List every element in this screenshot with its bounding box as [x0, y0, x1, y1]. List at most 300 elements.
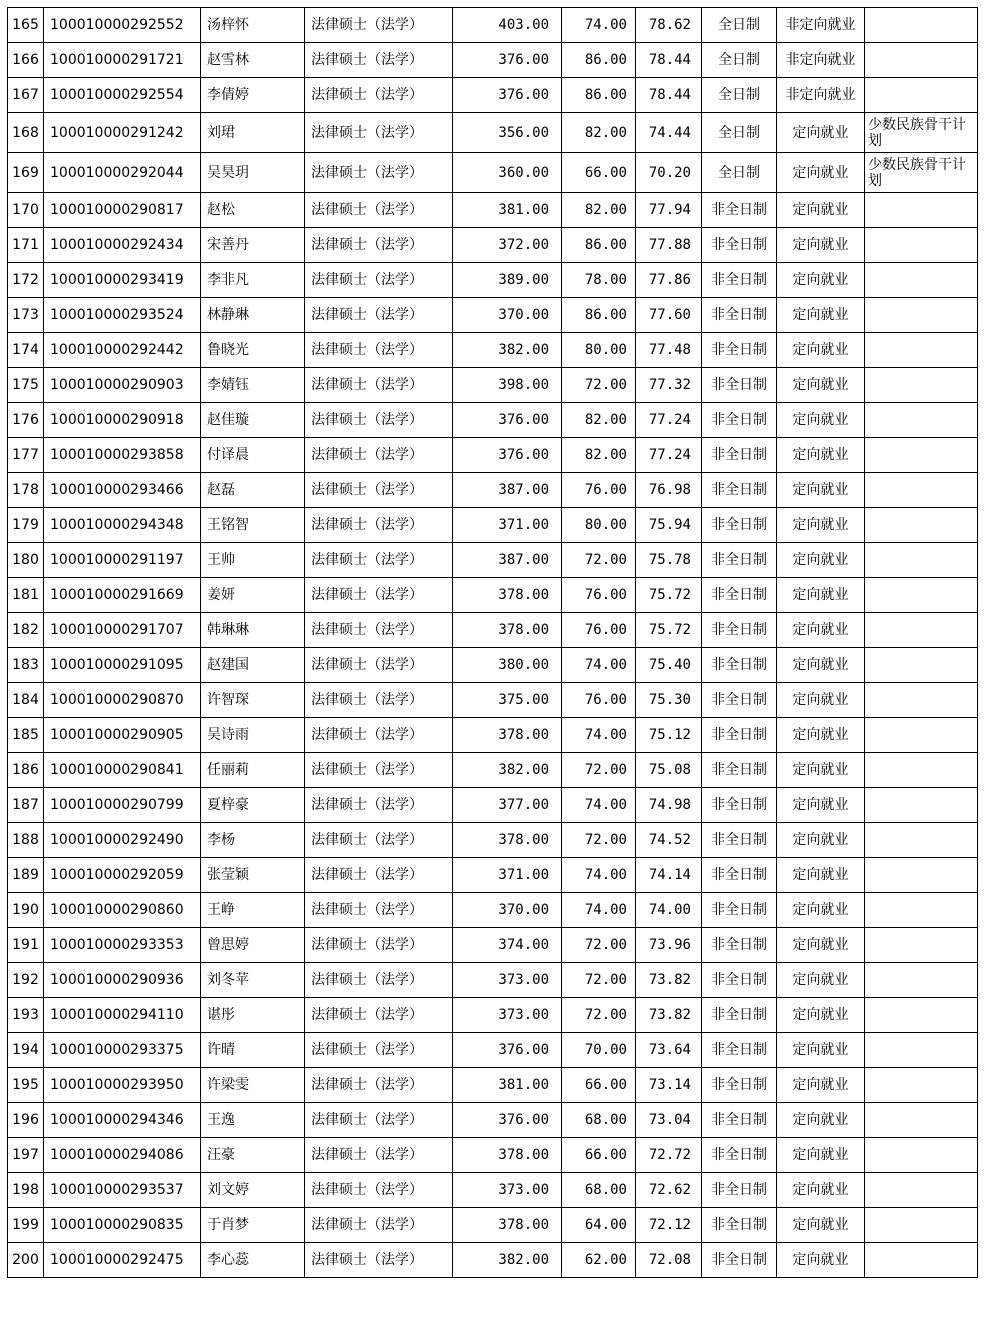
study-mode-cell: 非全日制 [702, 298, 777, 333]
preliminary-score-cell: 371.00 [453, 508, 562, 543]
remark-cell [865, 368, 978, 403]
candidate-id-cell: 100010000294086 [44, 1138, 201, 1173]
table-row [8, 508, 978, 543]
candidate-name-cell: 王铭智 [201, 508, 305, 543]
table-row [8, 113, 978, 153]
preliminary-score-cell: 356.00 [453, 113, 562, 153]
preliminary-score-cell: 378.00 [453, 823, 562, 858]
remark-cell [865, 473, 978, 508]
employment-type-cell: 定向就业 [777, 228, 865, 263]
table-row [8, 753, 978, 788]
row-seq-cell: 168 [8, 113, 44, 153]
candidate-name-cell: 李心蕊 [201, 1243, 305, 1278]
retest-score-cell: 74.00 [562, 788, 636, 823]
row-seq-cell: 200 [8, 1243, 44, 1278]
preliminary-score-cell: 370.00 [453, 298, 562, 333]
major-cell: 法律硕士（法学） [305, 403, 453, 438]
employment-type-cell: 定向就业 [777, 718, 865, 753]
candidate-name-cell: 吴诗雨 [201, 718, 305, 753]
remark-cell [865, 823, 978, 858]
preliminary-score-cell: 375.00 [453, 683, 562, 718]
major-cell: 法律硕士（法学） [305, 333, 453, 368]
retest-score-cell: 86.00 [562, 228, 636, 263]
study-mode-cell: 非全日制 [702, 228, 777, 263]
candidate-name-cell: 林静琳 [201, 298, 305, 333]
major-cell: 法律硕士（法学） [305, 43, 453, 78]
row-seq-cell: 174 [8, 333, 44, 368]
major-cell: 法律硕士（法学） [305, 153, 453, 193]
study-mode-cell: 非全日制 [702, 963, 777, 998]
row-seq-cell: 188 [8, 823, 44, 858]
major-cell: 法律硕士（法学） [305, 8, 453, 43]
candidate-id-cell: 100010000290936 [44, 963, 201, 998]
preliminary-score-cell: 373.00 [453, 1173, 562, 1208]
study-mode-cell: 非全日制 [702, 473, 777, 508]
employment-type-cell: 定向就业 [777, 648, 865, 683]
retest-score-cell: 72.00 [562, 963, 636, 998]
employment-type-cell: 定向就业 [777, 613, 865, 648]
candidate-id-cell: 100010000292044 [44, 153, 201, 193]
employment-type-cell: 定向就业 [777, 333, 865, 368]
preliminary-score-cell: 376.00 [453, 403, 562, 438]
major-cell: 法律硕士（法学） [305, 613, 453, 648]
table-row [8, 333, 978, 368]
candidate-name-cell: 王帅 [201, 543, 305, 578]
retest-score-cell: 78.00 [562, 263, 636, 298]
candidate-name-cell: 吴昊玥 [201, 153, 305, 193]
remark-cell [865, 193, 978, 228]
preliminary-score-cell: 387.00 [453, 473, 562, 508]
study-mode-cell: 非全日制 [702, 508, 777, 543]
major-cell: 法律硕士（法学） [305, 893, 453, 928]
remark-cell: 少数民族骨干计划 [865, 153, 978, 193]
remark-cell [865, 858, 978, 893]
preliminary-score-cell: 372.00 [453, 228, 562, 263]
study-mode-cell: 非全日制 [702, 753, 777, 788]
row-seq-cell: 199 [8, 1208, 44, 1243]
remark-cell [865, 8, 978, 43]
row-seq-cell: 187 [8, 788, 44, 823]
retest-score-cell: 76.00 [562, 683, 636, 718]
remark-cell [865, 298, 978, 333]
employment-type-cell: 定向就业 [777, 153, 865, 193]
candidate-name-cell: 赵松 [201, 193, 305, 228]
table-row [8, 543, 978, 578]
study-mode-cell: 非全日制 [702, 403, 777, 438]
remark-cell [865, 578, 978, 613]
remark-cell [865, 893, 978, 928]
retest-score-cell: 72.00 [562, 998, 636, 1033]
employment-type-cell: 定向就业 [777, 753, 865, 788]
candidate-id-cell: 100010000293950 [44, 1068, 201, 1103]
remark-cell [865, 543, 978, 578]
total-score-cell: 78.62 [636, 8, 702, 43]
preliminary-score-cell: 403.00 [453, 8, 562, 43]
table-row [8, 153, 978, 193]
retest-score-cell: 86.00 [562, 298, 636, 333]
preliminary-score-cell: 371.00 [453, 858, 562, 893]
major-cell: 法律硕士（法学） [305, 263, 453, 298]
retest-score-cell: 86.00 [562, 78, 636, 113]
remark-cell [865, 78, 978, 113]
remark-cell [865, 43, 978, 78]
candidate-name-cell: 汤梓怀 [201, 8, 305, 43]
candidate-name-cell: 夏梓豪 [201, 788, 305, 823]
study-mode-cell: 非全日制 [702, 1173, 777, 1208]
employment-type-cell: 定向就业 [777, 1033, 865, 1068]
candidate-id-cell: 100010000290918 [44, 403, 201, 438]
employment-type-cell: 定向就业 [777, 543, 865, 578]
row-seq-cell: 177 [8, 438, 44, 473]
table-row [8, 823, 978, 858]
total-score-cell: 75.08 [636, 753, 702, 788]
major-cell: 法律硕士（法学） [305, 508, 453, 543]
employment-type-cell: 定向就业 [777, 263, 865, 298]
candidate-id-cell: 100010000293353 [44, 928, 201, 963]
employment-type-cell: 定向就业 [777, 113, 865, 153]
table-row [8, 613, 978, 648]
remark-cell [865, 508, 978, 543]
table-row [8, 368, 978, 403]
table-row [8, 8, 978, 43]
candidate-name-cell: 任丽莉 [201, 753, 305, 788]
study-mode-cell: 全日制 [702, 113, 777, 153]
row-seq-cell: 181 [8, 578, 44, 613]
study-mode-cell: 非全日制 [702, 543, 777, 578]
table-row [8, 228, 978, 263]
candidate-id-cell: 100010000293419 [44, 263, 201, 298]
candidate-id-cell: 100010000292434 [44, 228, 201, 263]
major-cell: 法律硕士（法学） [305, 1173, 453, 1208]
candidate-id-cell: 100010000290870 [44, 683, 201, 718]
major-cell: 法律硕士（法学） [305, 648, 453, 683]
row-seq-cell: 173 [8, 298, 44, 333]
preliminary-score-cell: 381.00 [453, 1068, 562, 1103]
major-cell: 法律硕士（法学） [305, 1103, 453, 1138]
major-cell: 法律硕士（法学） [305, 963, 453, 998]
retest-score-cell: 66.00 [562, 153, 636, 193]
study-mode-cell: 非全日制 [702, 683, 777, 718]
employment-type-cell: 定向就业 [777, 1208, 865, 1243]
candidate-name-cell: 赵建国 [201, 648, 305, 683]
candidate-id-cell: 100010000291721 [44, 43, 201, 78]
total-score-cell: 74.98 [636, 788, 702, 823]
remark-cell [865, 1103, 978, 1138]
retest-score-cell: 82.00 [562, 193, 636, 228]
employment-type-cell: 定向就业 [777, 683, 865, 718]
remark-cell [865, 753, 978, 788]
remark-cell [865, 788, 978, 823]
preliminary-score-cell: 382.00 [453, 333, 562, 368]
retest-score-cell: 80.00 [562, 508, 636, 543]
candidate-name-cell: 许智琛 [201, 683, 305, 718]
preliminary-score-cell: 378.00 [453, 613, 562, 648]
major-cell: 法律硕士（法学） [305, 113, 453, 153]
study-mode-cell: 非全日制 [702, 928, 777, 963]
remark-cell [865, 1243, 978, 1278]
preliminary-score-cell: 380.00 [453, 648, 562, 683]
retest-score-cell: 72.00 [562, 543, 636, 578]
major-cell: 法律硕士（法学） [305, 438, 453, 473]
employment-type-cell: 非定向就业 [777, 43, 865, 78]
total-score-cell: 72.12 [636, 1208, 702, 1243]
preliminary-score-cell: 381.00 [453, 193, 562, 228]
candidate-name-cell: 姜妍 [201, 578, 305, 613]
total-score-cell: 73.14 [636, 1068, 702, 1103]
employment-type-cell: 定向就业 [777, 368, 865, 403]
candidate-id-cell: 100010000291095 [44, 648, 201, 683]
employment-type-cell: 定向就业 [777, 998, 865, 1033]
candidate-id-cell: 100010000293537 [44, 1173, 201, 1208]
major-cell: 法律硕士（法学） [305, 753, 453, 788]
candidate-name-cell: 汪豪 [201, 1138, 305, 1173]
total-score-cell: 72.62 [636, 1173, 702, 1208]
table-row [8, 403, 978, 438]
total-score-cell: 77.94 [636, 193, 702, 228]
table-row [8, 718, 978, 753]
remark-cell [865, 718, 978, 753]
candidate-name-cell: 许梁雯 [201, 1068, 305, 1103]
table-row [8, 963, 978, 998]
retest-score-cell: 74.00 [562, 893, 636, 928]
table-row [8, 473, 978, 508]
row-seq-cell: 165 [8, 8, 44, 43]
study-mode-cell: 非全日制 [702, 858, 777, 893]
candidate-name-cell: 刘珺 [201, 113, 305, 153]
candidate-id-cell: 100010000294346 [44, 1103, 201, 1138]
retest-score-cell: 74.00 [562, 718, 636, 753]
remark-cell [865, 613, 978, 648]
employment-type-cell: 定向就业 [777, 508, 865, 543]
preliminary-score-cell: 378.00 [453, 578, 562, 613]
employment-type-cell: 定向就业 [777, 1173, 865, 1208]
employment-type-cell: 定向就业 [777, 193, 865, 228]
total-score-cell: 77.60 [636, 298, 702, 333]
row-seq-cell: 190 [8, 893, 44, 928]
remark-cell [865, 333, 978, 368]
candidate-name-cell: 李杨 [201, 823, 305, 858]
candidate-id-cell: 100010000290841 [44, 753, 201, 788]
candidate-id-cell: 100010000294110 [44, 998, 201, 1033]
study-mode-cell: 非全日制 [702, 578, 777, 613]
preliminary-score-cell: 378.00 [453, 1208, 562, 1243]
major-cell: 法律硕士（法学） [305, 228, 453, 263]
total-score-cell: 73.96 [636, 928, 702, 963]
total-score-cell: 77.86 [636, 263, 702, 298]
retest-score-cell: 82.00 [562, 113, 636, 153]
preliminary-score-cell: 376.00 [453, 78, 562, 113]
study-mode-cell: 全日制 [702, 153, 777, 193]
employment-type-cell: 非定向就业 [777, 78, 865, 113]
total-score-cell: 77.88 [636, 228, 702, 263]
retest-score-cell: 70.00 [562, 1033, 636, 1068]
retest-score-cell: 68.00 [562, 1173, 636, 1208]
candidate-id-cell: 100010000290799 [44, 788, 201, 823]
row-seq-cell: 180 [8, 543, 44, 578]
major-cell: 法律硕士（法学） [305, 578, 453, 613]
candidate-id-cell: 100010000293524 [44, 298, 201, 333]
preliminary-score-cell: 389.00 [453, 263, 562, 298]
retest-score-cell: 76.00 [562, 578, 636, 613]
candidate-id-cell: 100010000291197 [44, 543, 201, 578]
candidate-id-cell: 100010000292490 [44, 823, 201, 858]
candidate-id-cell: 100010000293466 [44, 473, 201, 508]
study-mode-cell: 非全日制 [702, 333, 777, 368]
candidate-name-cell: 曾思婷 [201, 928, 305, 963]
employment-type-cell: 定向就业 [777, 298, 865, 333]
row-seq-cell: 171 [8, 228, 44, 263]
candidate-id-cell: 100010000291707 [44, 613, 201, 648]
candidate-name-cell: 韩琳琳 [201, 613, 305, 648]
table-row [8, 858, 978, 893]
retest-score-cell: 74.00 [562, 648, 636, 683]
employment-type-cell: 定向就业 [777, 893, 865, 928]
study-mode-cell: 非全日制 [702, 998, 777, 1033]
remark-cell [865, 1068, 978, 1103]
candidate-id-cell: 100010000290817 [44, 193, 201, 228]
preliminary-score-cell: 378.00 [453, 718, 562, 753]
total-score-cell: 74.52 [636, 823, 702, 858]
retest-score-cell: 86.00 [562, 43, 636, 78]
total-score-cell: 77.48 [636, 333, 702, 368]
table-row [8, 683, 978, 718]
study-mode-cell: 全日制 [702, 43, 777, 78]
total-score-cell: 70.20 [636, 153, 702, 193]
candidate-name-cell: 于肖梦 [201, 1208, 305, 1243]
row-seq-cell: 167 [8, 78, 44, 113]
major-cell: 法律硕士（法学） [305, 298, 453, 333]
candidate-id-cell: 100010000292059 [44, 858, 201, 893]
study-mode-cell: 非全日制 [702, 193, 777, 228]
row-seq-cell: 178 [8, 473, 44, 508]
major-cell: 法律硕士（法学） [305, 1068, 453, 1103]
total-score-cell: 75.30 [636, 683, 702, 718]
preliminary-score-cell: 374.00 [453, 928, 562, 963]
row-seq-cell: 185 [8, 718, 44, 753]
row-seq-cell: 194 [8, 1033, 44, 1068]
retest-score-cell: 76.00 [562, 613, 636, 648]
total-score-cell: 78.44 [636, 78, 702, 113]
row-seq-cell: 198 [8, 1173, 44, 1208]
total-score-cell: 77.32 [636, 368, 702, 403]
study-mode-cell: 非全日制 [702, 263, 777, 298]
total-score-cell: 75.72 [636, 613, 702, 648]
study-mode-cell: 非全日制 [702, 438, 777, 473]
employment-type-cell: 定向就业 [777, 1068, 865, 1103]
preliminary-score-cell: 376.00 [453, 438, 562, 473]
candidate-name-cell: 刘冬苹 [201, 963, 305, 998]
remark-cell [865, 1138, 978, 1173]
retest-score-cell: 72.00 [562, 753, 636, 788]
table-body [8, 8, 978, 1278]
major-cell: 法律硕士（法学） [305, 718, 453, 753]
candidate-name-cell: 李婧钰 [201, 368, 305, 403]
employment-type-cell: 定向就业 [777, 1243, 865, 1278]
preliminary-score-cell: 387.00 [453, 543, 562, 578]
admission-results-table [7, 7, 978, 1278]
major-cell: 法律硕士（法学） [305, 473, 453, 508]
row-seq-cell: 172 [8, 263, 44, 298]
table-row [8, 998, 978, 1033]
retest-score-cell: 66.00 [562, 1068, 636, 1103]
table-row [8, 78, 978, 113]
preliminary-score-cell: 373.00 [453, 963, 562, 998]
study-mode-cell: 非全日制 [702, 718, 777, 753]
employment-type-cell: 定向就业 [777, 1103, 865, 1138]
study-mode-cell: 非全日制 [702, 788, 777, 823]
row-seq-cell: 166 [8, 43, 44, 78]
candidate-name-cell: 赵磊 [201, 473, 305, 508]
table-row [8, 578, 978, 613]
study-mode-cell: 全日制 [702, 8, 777, 43]
table-row [8, 438, 978, 473]
candidate-id-cell: 100010000292442 [44, 333, 201, 368]
candidate-name-cell: 张莹颖 [201, 858, 305, 893]
total-score-cell: 74.00 [636, 893, 702, 928]
candidate-id-cell: 100010000292552 [44, 8, 201, 43]
remark-cell [865, 1208, 978, 1243]
remark-cell [865, 1033, 978, 1068]
major-cell: 法律硕士（法学） [305, 928, 453, 963]
candidate-name-cell: 王峥 [201, 893, 305, 928]
total-score-cell: 73.64 [636, 1033, 702, 1068]
remark-cell [865, 403, 978, 438]
row-seq-cell: 186 [8, 753, 44, 788]
employment-type-cell: 定向就业 [777, 438, 865, 473]
preliminary-score-cell: 382.00 [453, 1243, 562, 1278]
candidate-name-cell: 付译晨 [201, 438, 305, 473]
table-row [8, 928, 978, 963]
retest-score-cell: 72.00 [562, 823, 636, 858]
retest-score-cell: 76.00 [562, 473, 636, 508]
retest-score-cell: 80.00 [562, 333, 636, 368]
table-row [8, 1068, 978, 1103]
total-score-cell: 75.78 [636, 543, 702, 578]
candidate-id-cell: 100010000290905 [44, 718, 201, 753]
employment-type-cell: 定向就业 [777, 578, 865, 613]
row-seq-cell: 170 [8, 193, 44, 228]
major-cell: 法律硕士（法学） [305, 858, 453, 893]
preliminary-score-cell: 360.00 [453, 153, 562, 193]
employment-type-cell: 定向就业 [777, 788, 865, 823]
table-row [8, 788, 978, 823]
row-seq-cell: 179 [8, 508, 44, 543]
employment-type-cell: 定向就业 [777, 928, 865, 963]
retest-score-cell: 66.00 [562, 1138, 636, 1173]
row-seq-cell: 183 [8, 648, 44, 683]
employment-type-cell: 定向就业 [777, 403, 865, 438]
total-score-cell: 76.98 [636, 473, 702, 508]
remark-cell [865, 928, 978, 963]
major-cell: 法律硕士（法学） [305, 998, 453, 1033]
remark-cell [865, 998, 978, 1033]
total-score-cell: 77.24 [636, 403, 702, 438]
major-cell: 法律硕士（法学） [305, 1033, 453, 1068]
major-cell: 法律硕士（法学） [305, 543, 453, 578]
study-mode-cell: 非全日制 [702, 613, 777, 648]
study-mode-cell: 非全日制 [702, 1103, 777, 1138]
major-cell: 法律硕士（法学） [305, 1138, 453, 1173]
candidate-id-cell: 100010000290835 [44, 1208, 201, 1243]
preliminary-score-cell: 376.00 [453, 1103, 562, 1138]
candidate-name-cell: 王逸 [201, 1103, 305, 1138]
remark-cell: 少数民族骨干计划 [865, 113, 978, 153]
remark-cell [865, 263, 978, 298]
retest-score-cell: 64.00 [562, 1208, 636, 1243]
preliminary-score-cell: 377.00 [453, 788, 562, 823]
major-cell: 法律硕士（法学） [305, 683, 453, 718]
row-seq-cell: 196 [8, 1103, 44, 1138]
